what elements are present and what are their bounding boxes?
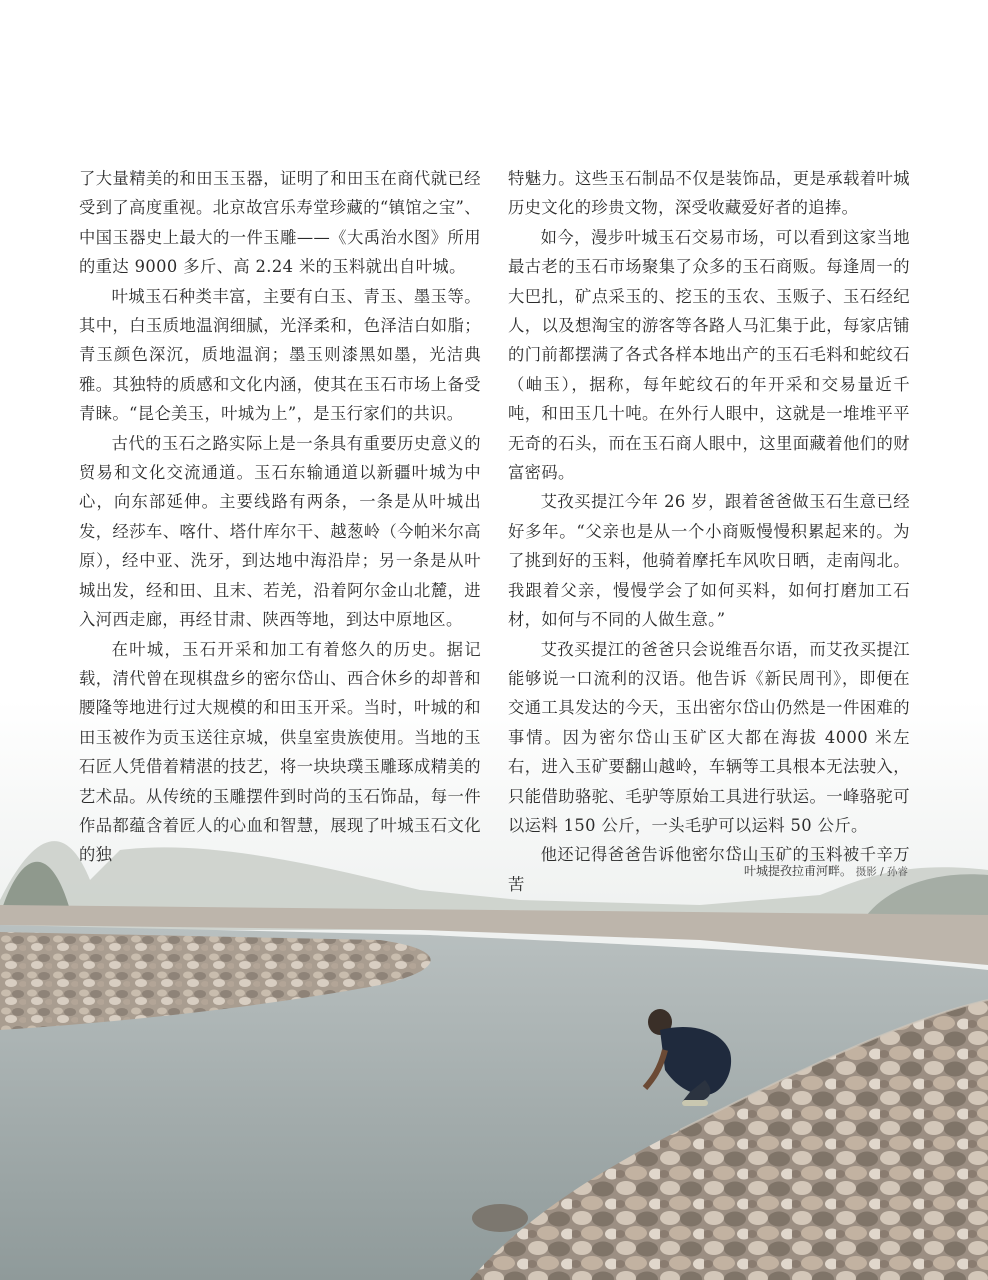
caption-text: 叶城提孜拉甫河畔。: [743, 864, 852, 878]
right-text-column: [508, 164, 910, 899]
paragraph: 特魅力。这些玉石制品不仅是装饰品，更是承载着叶城历史文化的珍贵文物，深受收藏爱好者的追捧。: [508, 169, 910, 218]
photo-caption: [744, 862, 908, 879]
paragraph: 如今，漫步叶城玉石交易市场，可以看到这家当地最古老的玉石市场聚集了众多的玉石商贩。每逢周一的大巴扎，矿点采玉的、挖玉的玉农、玉贩子、玉石经纪人，以及想淘宝的游客等各路人马汇集于此，每家店铺的门前都摆满了各式各样本地出产的玉石毛料和蛇纹石（岫玉），据称，每年蛇纹石的年开采和交易量近千吨，和田玉几十吨。在外行人眼中，这就是一堆堆平平无奇的石头，而在玉石商人眼中，这里面藏着他们的财富密码。: [508, 227, 910, 483]
paragraph: 古代的玉石之路实际上是一条具有重要历史意义的贸易和文化交流通道。玉石东输通道以新疆叶城为中心，向东部延伸。主要线路有两条，一条是从叶城出发，经莎车、喀什、塔什库尔干、越葱岭（今帕米尔高原），经中亚、洗牙，到达地中海沿岸；另一条是从叶城出发，经和田、且末、若羌，沿着阿尔金山北麓，进入河西走廊，再经甘肃、陕西等地，到达中原地区。: [79, 433, 481, 630]
photo-credit: 摄影 / 孙睿: [855, 866, 908, 878]
left-text-column: [79, 164, 481, 870]
paragraph: 在叶城，玉石开采和加工有着悠久的历史。据记载，清代曾在现棋盘乡的密尔岱山、西合休乡的却普和腰隆等地进行过大规模的和田玉开采。当时，叶城的和田玉被作为贡玉送往京城，供皇室贵族使用。当地的玉石匠人凭借着精湛的技艺，将一块块璞玉雕琢成精美的艺术品。从传统的玉雕摆件到时尚的玉石饰品，每一件作品都蕴含着匠人的心血和智慧，展现了叶城玉石文化的独: [79, 639, 481, 865]
paragraph: 叶城玉石种类丰富，主要有白玉、青玉、墨玉等。其中，白玉质地温润细腻，光泽柔和，色泽洁白如脂；青玉颜色深沉，质地温润；墨玉则漆黑如墨，光洁典雅。其独特的质感和文化内涵，使其在玉石市场上备受青睐。“昆仑美玉，叶城为上”，是玉行家们的共识。: [79, 286, 481, 424]
paragraph: 了大量精美的和田玉玉器，证明了和田玉在商代就已经受到了高度重视。北京故宫乐寿堂珍藏的“镇馆之宝”、中国玉器史上最大的一件玉雕——《大禹治水图》所用的重达 9000 多斤、高 2.24 米的玉料就出自叶城。: [79, 169, 481, 277]
paragraph: 艾孜买提江的爸爸只会说维吾尔语，而艾孜买提江能够说一口流利的汉语。他告诉《新民周刊》，即便在交通工具发达的今天，玉出密尔岱山仍然是一件困难的事情。因为密尔岱山玉矿区大都在海拔 4000 米左右，进入玉矿要翻山越岭，车辆等工具根本无法驶入，只能借助骆驼、毛驴等原始工具进行驮运。一峰骆驼可以运料 150 公斤，一头毛驴可以运料 50 公斤。: [508, 639, 910, 835]
paragraph: 他还记得爸爸告诉他密尔岱山玉矿的玉料被千辛万苦: [508, 845, 910, 894]
paragraph: 艾孜买提江今年 26 岁，跟着爸爸做玉石生意已经好多年。“父亲也是从一个小商贩慢慢积累起来的。为了挑到好的玉料，他骑着摩托车风吹日晒，走南闯北。我跟着父亲，慢慢学会了如何买料，如何打磨加工石材，如何与不同的人做生意。”: [508, 492, 910, 630]
